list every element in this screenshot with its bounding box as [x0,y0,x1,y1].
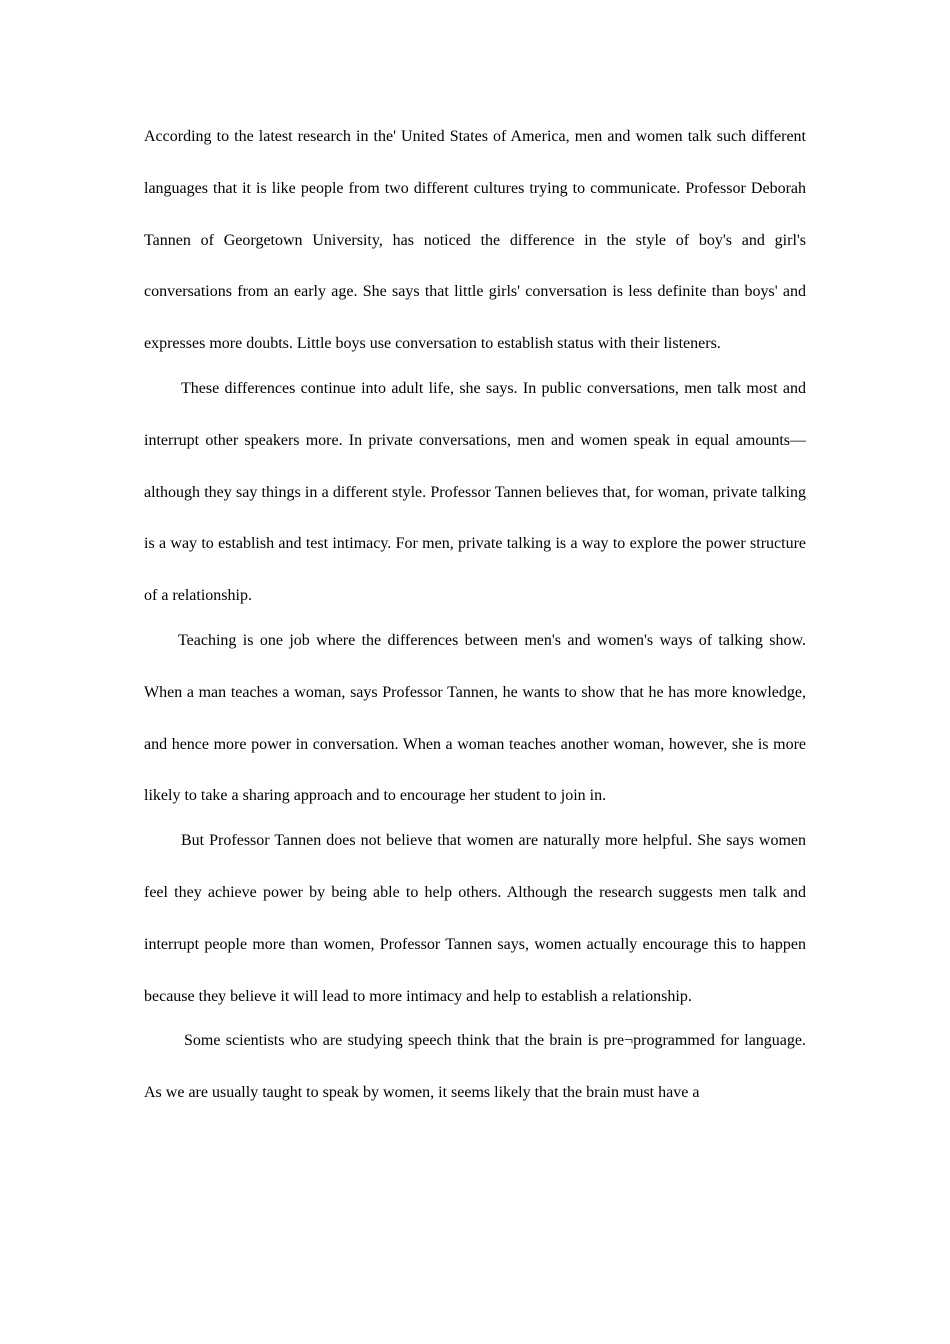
paragraph-3: Teaching is one job where the differences between men's and women's ways of talking show. When a man teaches a woman, says Professor Tannen, he wants to show that he has more knowledge, and hence more power in conversation. When a woman teaches another woman, however, she is more likely to take a sharing approach and to encourage her student to join in. [144,631,806,805]
paragraph-1: According to the latest research in the' United States of America, men and women talk such different languages that it is like people from two different cultures trying to communicate. Professor Deborah Tannen of Georgetown University, has noticed the difference in the style of boy's and girl's conversations from an early age. She says that little girls' conversation is less definite than boys' and expresses more doubts. Little boys use conversation to establish status with their listeners. [144,128,806,353]
paragraph-5: Some scientists who are studying speech think that the brain is pre¬programmed for language. As we are usually taught to speak by women, it seems likely that the brain must have a [144,1032,806,1102]
paragraph-2: These differences continue into adult life, she says. In public conversations, men talk most and interrupt other speakers more. In private conversations, men and women speak in equal amounts—although they say things in a different style. Professor Tannen believes that, for woman, private talking is a way to establish and test intimacy. For men, private talking is a way to explore the power structure of a relationship. [144,379,806,605]
document-body [144,111,806,1112]
paragraph-4: But Professor Tannen does not believe that women are naturally more helpful. She says women feel they achieve power by being able to help others. Although the research suggests men talk and interrupt people more than women, Professor Tannen says, women actually encourage this to happen because they believe it will lead to more intimacy and help to establish a relationship. [144,832,806,1005]
